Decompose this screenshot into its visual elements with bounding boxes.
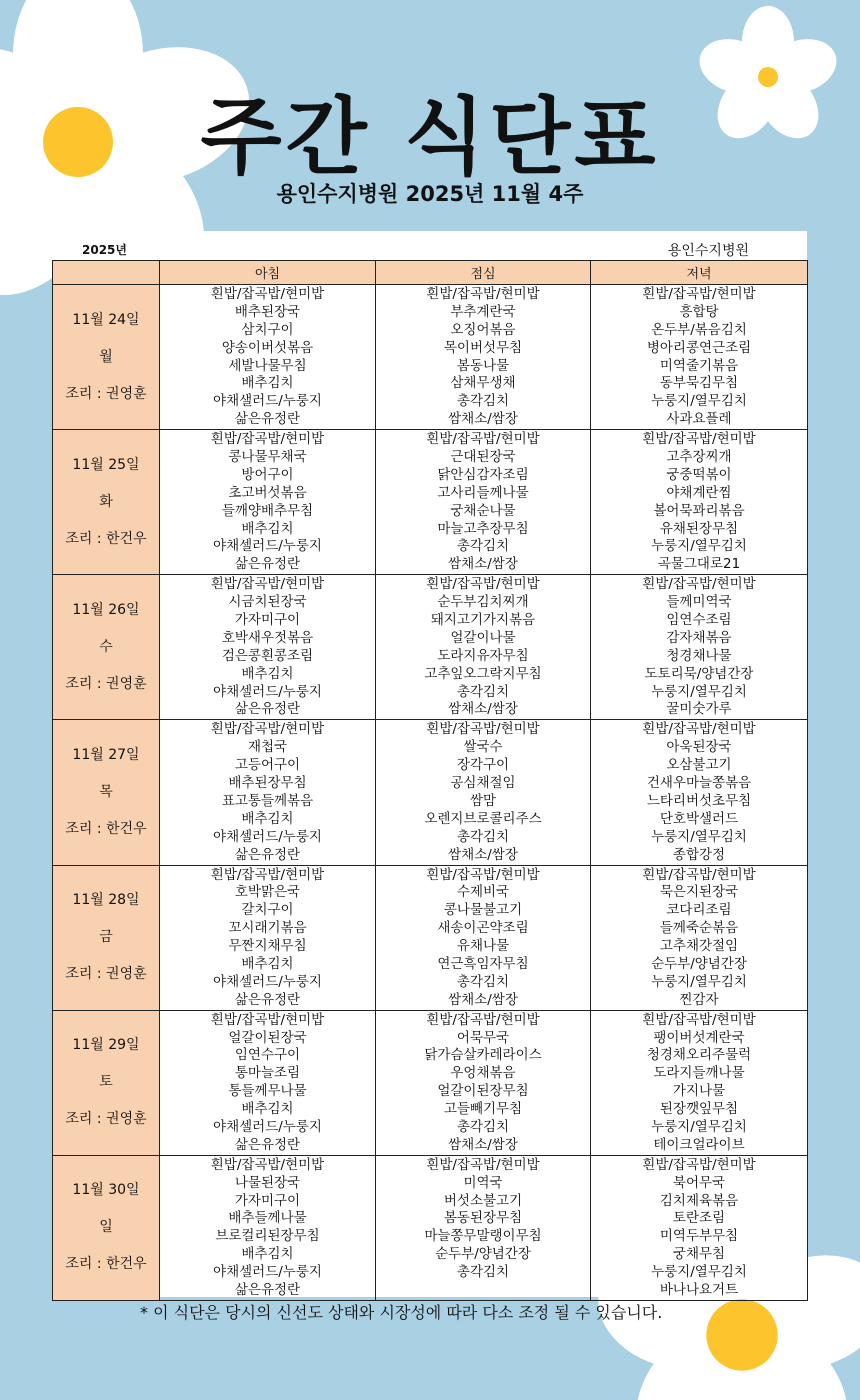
day-cell <box>53 285 160 430</box>
breakfast-list <box>160 1011 375 1155</box>
menu-item: 시금치된장국 <box>228 594 307 611</box>
menu-item: 삶은유정란 <box>234 1136 301 1153</box>
day-cook: 조리 : 권영훈 <box>65 675 147 692</box>
menu-item: 삶은유정란 <box>234 1281 301 1298</box>
menu-item: 총각김치 <box>456 1264 510 1281</box>
lunch-cell <box>376 1155 591 1300</box>
menu-item: 삶은유정란 <box>234 411 301 428</box>
menu-item: 동부묵김무침 <box>659 375 739 392</box>
menu-item: 양송이버섯볶음 <box>221 339 314 356</box>
menu-item: 흰밥/잡곡밥/현미밥 <box>210 1156 325 1173</box>
menu-item: 삼치구이 <box>241 321 294 338</box>
menu-item: 팽이버섯계란국 <box>653 1029 745 1046</box>
menu-item: 흰밥/잡곡밥/현미밥 <box>426 866 540 883</box>
menu-item: 임연수조림 <box>666 612 732 629</box>
sheet-header <box>52 231 807 260</box>
day-weekday: 화 <box>99 493 113 510</box>
menu-item: 연근흑임자무침 <box>437 955 529 972</box>
menu-item: 재첩국 <box>247 739 288 756</box>
lunch-cell <box>376 865 591 1010</box>
menu-item: 흥합탕 <box>679 303 719 320</box>
menu-item: 호박새우젓볶음 <box>221 629 314 646</box>
menu-item: 초고버섯볶음 <box>228 484 307 501</box>
day-cell <box>53 575 160 720</box>
menu-item: 흰밥/잡곡밥/현미밥 <box>642 576 756 593</box>
menu-item: 호박맑은국 <box>234 884 301 901</box>
menu-item: 돼지고기가지볶음 <box>430 612 536 629</box>
menu-item: 꼬시래기볶음 <box>228 920 307 937</box>
header-breakfast: 아침 <box>160 261 376 285</box>
menu-item: 닭가슴살카레라이스 <box>424 1047 542 1064</box>
menu-item: 건새우마늘쫑볶음 <box>646 775 752 792</box>
day-weekday: 수 <box>99 638 113 655</box>
dinner-list <box>591 285 807 429</box>
menu-item: 찐감자 <box>679 991 719 1008</box>
menu-item: 흰밥/잡곡밥/현미밥 <box>210 1011 325 1028</box>
menu-item: 총각김치 <box>456 973 510 990</box>
menu-item: 병아리콩연근조림 <box>646 339 752 356</box>
menu-item: 배추김치 <box>241 665 294 682</box>
breakfast-list <box>160 575 375 719</box>
day-cook: 조리 : 권영훈 <box>65 966 147 983</box>
menu-item: 흰밥/잡곡밥/현미밥 <box>642 1011 756 1028</box>
menu-item: 배추된장무침 <box>228 775 307 792</box>
menu-item: 도라지들깨나물 <box>653 1065 745 1082</box>
day-date: 11월 28일 <box>72 892 140 909</box>
lunch-cell <box>376 285 591 430</box>
breakfast-list <box>160 866 375 1010</box>
dinner-cell <box>591 865 808 1010</box>
menu-item: 야채셀러드/누룽지 <box>213 973 322 990</box>
day-date: 11월 27일 <box>72 746 140 763</box>
menu-item: 오삼불고기 <box>666 757 732 774</box>
menu-item: 고추장찌개 <box>666 449 732 466</box>
menu-item: 배추김치 <box>241 810 294 827</box>
table-row <box>53 430 808 575</box>
dinner-cell <box>591 720 808 865</box>
dinner-cell <box>591 575 808 720</box>
dinner-cell <box>591 285 808 430</box>
menu-item: 쌈채소/쌈장 <box>448 1136 518 1153</box>
dinner-list <box>591 1011 807 1155</box>
dinner-cell <box>591 1155 808 1300</box>
footnote: * 이 식단은 당시의 신선도 상태와 시장성에 따라 다소 조정 될 수 있습니다. <box>140 1303 663 1322</box>
menu-item: 유채나물 <box>456 938 510 955</box>
menu-item: 야채셀러드/누룽지 <box>213 1118 322 1135</box>
menu-item: 청경채오리주물럭 <box>646 1047 752 1064</box>
day-cook: 조리 : 한건우 <box>65 820 147 837</box>
menu-item: 검은콩흰콩조림 <box>221 647 314 664</box>
menu-item: 흰밥/잡곡밥/현미밥 <box>426 286 540 302</box>
menu-item: 통들께무나물 <box>228 1083 307 1100</box>
menu-item: 오렌지브로콜리주스 <box>424 810 542 827</box>
menu-item: 오징어볶음 <box>450 321 516 338</box>
breakfast-cell <box>160 865 376 1010</box>
day-cell <box>53 1155 160 1300</box>
menu-item: 콩나물불고기 <box>443 902 523 919</box>
day-date: 11월 30일 <box>72 1182 140 1199</box>
breakfast-list <box>160 720 375 864</box>
menu-item: 흰밥/잡곡밥/현미밥 <box>426 576 540 593</box>
header-lunch: 점심 <box>376 261 591 285</box>
menu-item: 삶은유정란 <box>234 991 301 1008</box>
table-row <box>53 1155 808 1300</box>
menu-item: 토란조림 <box>672 1210 726 1227</box>
menu-item: 미역국 <box>463 1174 503 1191</box>
day-cell <box>53 430 160 575</box>
hospital-label: 용인수지병원 <box>667 243 749 259</box>
menu-item: 총각김치 <box>456 828 510 845</box>
menu-item: 임연수구이 <box>234 1047 301 1064</box>
lunch-cell <box>376 575 591 720</box>
year-label: 2025년 <box>82 243 127 257</box>
menu-item: 미역두부무침 <box>659 1228 739 1245</box>
menu-item: 흰밥/잡곡밥/현미밥 <box>642 431 756 448</box>
menu-item: 삶은유정란 <box>234 556 301 573</box>
day-date: 11월 24일 <box>72 311 140 328</box>
menu-item: 고사리들께나물 <box>437 484 529 501</box>
menu-item: 총각김치 <box>456 538 510 555</box>
menu-item: 배추김치 <box>241 955 294 972</box>
menu-item: 배추김치 <box>241 520 294 537</box>
table-row <box>53 285 808 430</box>
day-weekday: 토 <box>99 1074 113 1091</box>
menu-item: 삼채무생채 <box>450 375 516 392</box>
lunch-list <box>376 1156 590 1282</box>
menu-item: 순두부김치찌개 <box>437 594 529 611</box>
menu-item: 흰밥/잡곡밥/현미밥 <box>642 1156 756 1173</box>
dinner-list <box>591 1156 807 1300</box>
menu-item: 바나나요거트 <box>659 1281 739 1298</box>
breakfast-cell <box>160 575 376 720</box>
dinner-list <box>591 430 807 574</box>
menu-item: 흰밥/잡곡밥/현미밥 <box>642 721 756 738</box>
menu-item: 배추김치 <box>241 1246 294 1263</box>
menu-item: 콩나물무채국 <box>228 449 307 466</box>
breakfast-cell <box>160 1155 376 1300</box>
breakfast-cell <box>160 430 376 575</box>
menu-item: 종합강정 <box>672 846 726 863</box>
breakfast-list <box>160 285 375 429</box>
menu-item: 도라지유자무침 <box>437 647 529 664</box>
menu-item: 부추계란국 <box>450 303 516 320</box>
lunch-list <box>376 866 590 1010</box>
menu-item: 쌀국수 <box>463 739 503 756</box>
menu-item: 쌈채소/쌈장 <box>448 991 518 1008</box>
menu-item: 수제비국 <box>456 884 510 901</box>
menu-table <box>52 260 808 1301</box>
menu-item: 흰밥/잡곡밥/현미밥 <box>210 431 325 448</box>
menu-item: 총각김치 <box>456 393 510 410</box>
day-weekday: 목 <box>99 783 113 800</box>
menu-item: 삶은유정란 <box>234 846 301 863</box>
menu-item: 청경채나물 <box>666 647 732 664</box>
menu-item: 미역줄기볶음 <box>659 357 739 374</box>
menu-item: 방어구이 <box>241 466 294 483</box>
menu-item: 봄동나물 <box>456 357 510 374</box>
menu-item: 느타리버섯초무침 <box>646 792 752 809</box>
menu-item: 가지나물 <box>672 1083 726 1100</box>
menu-item: 고추채갓절임 <box>659 938 739 955</box>
day-weekday: 월 <box>99 348 113 365</box>
menu-item: 통마늘조림 <box>234 1065 301 1082</box>
menu-item: 야채셀러드/누룽지 <box>213 683 322 700</box>
breakfast-cell <box>160 1010 376 1155</box>
menu-item: 코다리조림 <box>666 902 732 919</box>
breakfast-list <box>160 430 375 574</box>
menu-item: 흰밥/잡곡밥/현미밥 <box>426 431 540 448</box>
breakfast-cell <box>160 720 376 865</box>
menu-item: 누룽지/열무김치 <box>651 1264 747 1281</box>
menu-item: 북어무국 <box>672 1174 726 1191</box>
menu-item: 어묵무국 <box>456 1029 510 1046</box>
lunch-cell <box>376 430 591 575</box>
menu-item: 누룽지/열무김치 <box>651 973 747 990</box>
menu-item: 흰밥/잡곡밥/현미밥 <box>426 1011 540 1028</box>
menu-item: 쌈채소/쌈장 <box>448 846 518 863</box>
day-date: 11월 25일 <box>72 456 140 473</box>
menu-item: 흰밥/잡곡밥/현미밥 <box>642 866 756 883</box>
menu-item: 야채셀러드/누룽지 <box>213 828 322 845</box>
menu-item: 근대된장국 <box>450 449 516 466</box>
menu-item: 곡물그대로21 <box>657 556 741 573</box>
table-header-row <box>53 261 808 285</box>
menu-item: 된장깻잎무침 <box>659 1101 739 1118</box>
menu-item: 야채계란찜 <box>666 484 732 501</box>
menu-item: 새송이곤약조림 <box>437 920 529 937</box>
day-cell <box>53 1010 160 1155</box>
menu-item: 나물된장국 <box>234 1174 301 1191</box>
menu-item: 무짠지채무침 <box>228 938 307 955</box>
day-weekday: 일 <box>99 1219 113 1236</box>
menu-item: 얼갈이된장국 <box>228 1029 307 1046</box>
menu-item: 아욱된장국 <box>666 739 732 756</box>
menu-item: 감자채볶음 <box>666 629 732 646</box>
table-row <box>53 720 808 865</box>
menu-sheet <box>52 231 807 1297</box>
menu-item: 유채된장무침 <box>659 520 739 537</box>
dinner-list <box>591 575 807 719</box>
menu-item: 목이버섯무침 <box>443 339 523 356</box>
day-date: 11월 26일 <box>72 601 140 618</box>
menu-item: 들께죽순볶음 <box>659 920 739 937</box>
dinner-cell <box>591 430 808 575</box>
menu-item: 누룽지/열무김치 <box>651 828 747 845</box>
day-cell <box>53 865 160 1010</box>
menu-body <box>53 285 808 1301</box>
menu-item: 배추김치 <box>241 1101 294 1118</box>
menu-item: 배추김치 <box>241 375 294 392</box>
header-day <box>53 261 160 285</box>
menu-item: 표고통들께볶음 <box>221 792 314 809</box>
menu-item: 쌈채소/쌈장 <box>448 411 518 428</box>
table-row <box>53 865 808 1010</box>
menu-item: 고등어구이 <box>234 757 301 774</box>
day-weekday: 금 <box>99 929 113 946</box>
lunch-list <box>376 430 590 574</box>
day-cook: 조리 : 권영훈 <box>65 385 147 402</box>
menu-item: 흰밥/잡곡밥/현미밥 <box>642 286 756 302</box>
menu-item: 가자미구이 <box>234 1192 301 1209</box>
menu-item: 우엉채볶음 <box>450 1065 516 1082</box>
menu-item: 총각김치 <box>456 683 510 700</box>
menu-item: 마늘쫑무말랭이무침 <box>424 1228 542 1245</box>
menu-item: 흰밥/잡곡밥/현미밥 <box>210 576 325 593</box>
menu-item: 마늘고추장무침 <box>437 520 529 537</box>
menu-item: 흰밥/잡곡밥/현미밥 <box>426 1156 540 1173</box>
menu-item: 테이크얼라이브 <box>653 1136 745 1153</box>
menu-item: 흰밥/잡곡밥/현미밥 <box>426 721 540 738</box>
menu-item: 갈치구이 <box>241 902 294 919</box>
menu-item: 가자미구이 <box>234 612 301 629</box>
menu-item: 들깨양배추무침 <box>221 502 314 519</box>
dinner-list <box>591 720 807 864</box>
table-row <box>53 1010 808 1155</box>
menu-item: 세발나물무침 <box>228 357 307 374</box>
day-cell <box>53 720 160 865</box>
menu-item: 쌈채소/쌈장 <box>448 556 518 573</box>
menu-item: 순두부/양념간장 <box>435 1246 531 1263</box>
menu-item: 얼갈이된장무침 <box>437 1083 529 1100</box>
menu-item: 묵은지된장국 <box>659 884 739 901</box>
day-cook: 조리 : 권영훈 <box>65 1111 147 1128</box>
menu-item: 배추된장국 <box>234 303 301 320</box>
page-subtitle: 용인수지병원 2025년 11월 4주 <box>276 182 584 206</box>
header-dinner: 저녁 <box>591 261 808 285</box>
lunch-list <box>376 285 590 429</box>
menu-item: 흰밥/잡곡밥/현미밥 <box>210 286 325 302</box>
menu-item: 궁채무침 <box>672 1246 726 1263</box>
menu-item: 쌈맘 <box>469 792 497 809</box>
menu-item: 누룽지/열무김치 <box>651 683 747 700</box>
menu-item: 누룽지/열무김치 <box>651 393 747 410</box>
menu-item: 쌈채소/쌈장 <box>448 701 518 718</box>
menu-item: 순두부/양념간장 <box>651 955 747 972</box>
menu-item: 장각구이 <box>456 757 510 774</box>
menu-item: 꿀미숫가루 <box>666 701 732 718</box>
table-row <box>53 575 808 720</box>
menu-item: 얼갈이나물 <box>450 629 516 646</box>
menu-item: 궁채순나물 <box>450 502 516 519</box>
page-title: 주간 식단표 <box>200 88 660 186</box>
lunch-list <box>376 1011 590 1155</box>
menu-item: 흰밥/잡곡밥/현미밥 <box>210 866 325 883</box>
menu-item: 들께미역국 <box>666 594 732 611</box>
menu-item: 배추들께나물 <box>228 1210 307 1227</box>
menu-item: 도토리묵/양념간장 <box>644 665 754 682</box>
day-cook: 조리 : 한건우 <box>65 530 147 547</box>
menu-item: 누룽지/열무김치 <box>651 1118 747 1135</box>
lunch-cell <box>376 720 591 865</box>
breakfast-list <box>160 1156 375 1300</box>
menu-item: 흰밥/잡곡밥/현미밥 <box>210 721 325 738</box>
day-cook: 조리 : 한건우 <box>65 1256 147 1273</box>
lunch-list <box>376 575 590 719</box>
menu-item: 야채셀러드/누룽지 <box>213 1264 322 1281</box>
menu-item: 총각김치 <box>456 1118 510 1135</box>
menu-item: 궁중떡볶이 <box>666 466 732 483</box>
menu-item: 삶은유정란 <box>234 701 301 718</box>
menu-item: 버섯소불고기 <box>443 1192 523 1209</box>
menu-item: 닭안심감자조림 <box>437 466 529 483</box>
menu-item: 누룽지/열무김치 <box>651 538 747 555</box>
dinner-cell <box>591 1010 808 1155</box>
breakfast-cell <box>160 285 376 430</box>
lunch-list <box>376 720 590 864</box>
dinner-list <box>591 866 807 1010</box>
menu-item: 고추잎오그락지무침 <box>424 665 542 682</box>
menu-item: 야채샐러드/누룽지 <box>213 393 322 410</box>
menu-item: 봄동된장무침 <box>443 1210 523 1227</box>
menu-item: 브로컬리된장무침 <box>215 1228 320 1245</box>
menu-item: 고들빼기무침 <box>443 1101 523 1118</box>
menu-item: 사과요플레 <box>666 411 732 428</box>
menu-item: 볼어묵꽈리볶음 <box>653 502 745 519</box>
menu-item: 김치제육볶음 <box>659 1192 739 1209</box>
menu-item: 공심채절임 <box>450 775 516 792</box>
day-date: 11월 29일 <box>72 1037 140 1054</box>
menu-item: 단호박샐러드 <box>659 810 739 827</box>
menu-item: 야채셀러드/누룽지 <box>213 538 322 555</box>
lunch-cell <box>376 1010 591 1155</box>
menu-item: 온두부/볶음김치 <box>651 321 747 338</box>
